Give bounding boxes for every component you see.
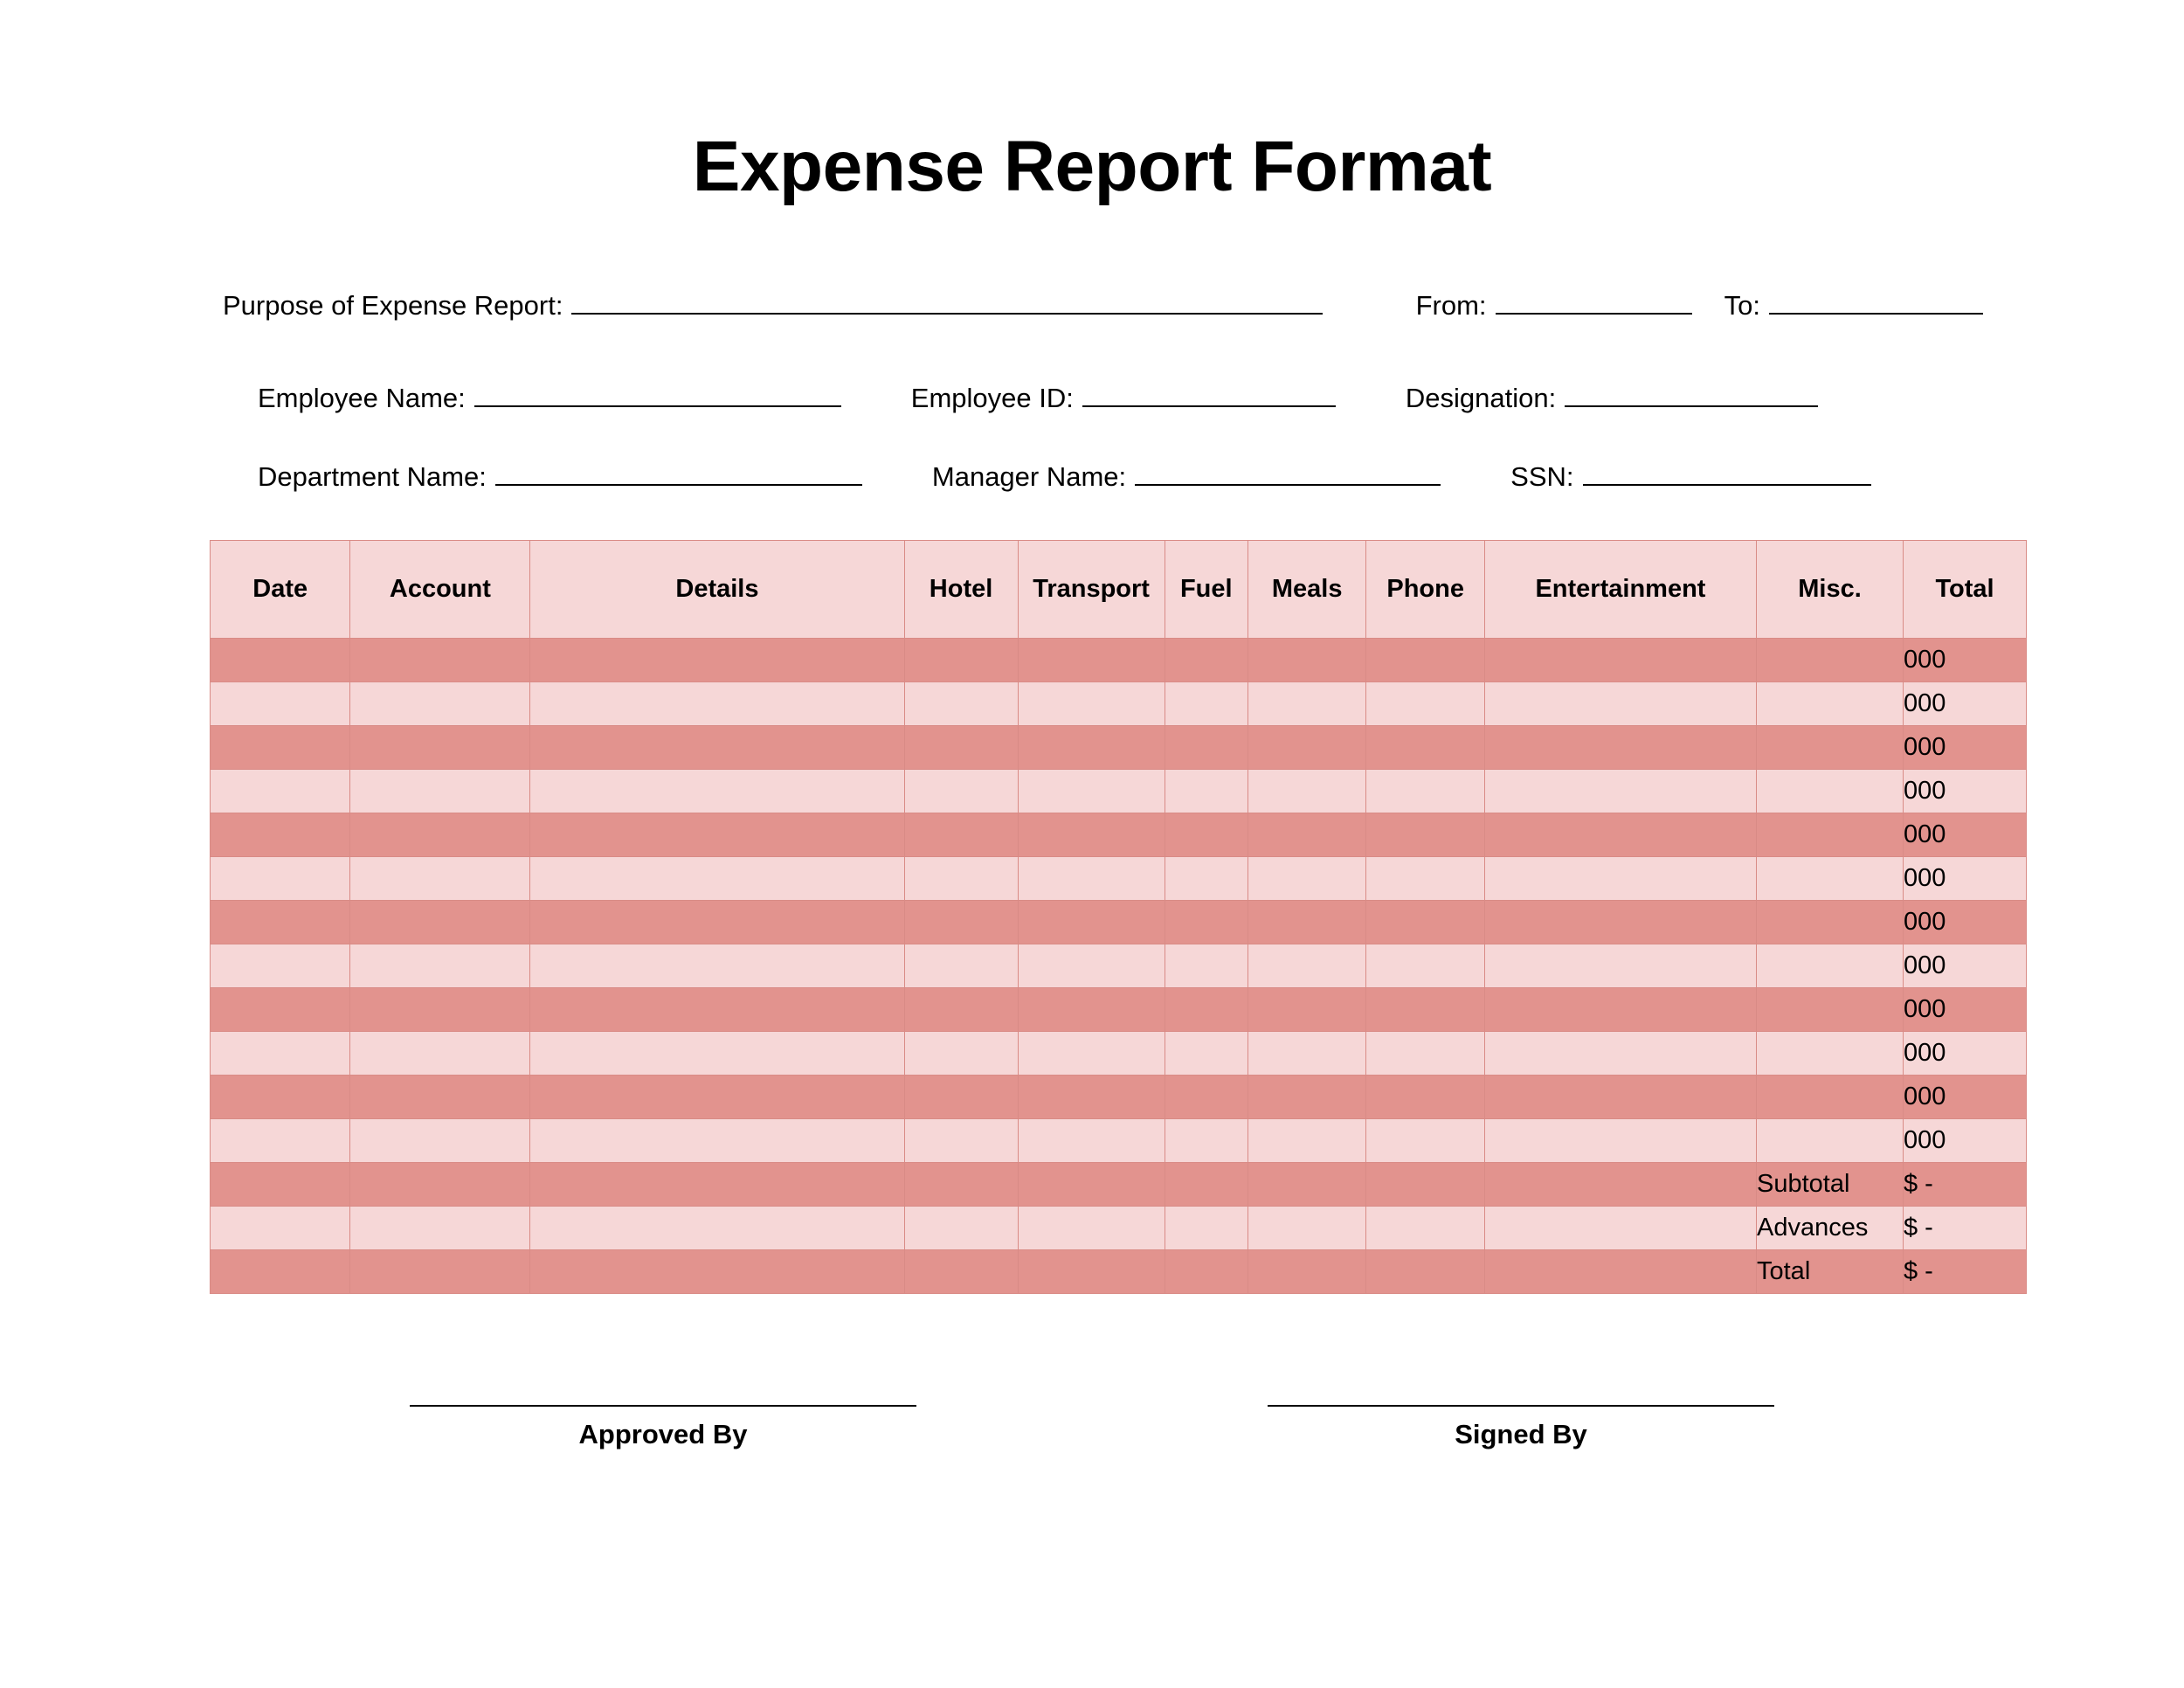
cell-entertainment[interactable] xyxy=(1484,1119,1756,1163)
employee-name-label: Employee Name: xyxy=(258,383,466,413)
cell-empty xyxy=(350,1207,530,1250)
cell-details[interactable] xyxy=(530,988,904,1032)
cell-entertainment[interactable] xyxy=(1484,770,1756,813)
cell-meals[interactable] xyxy=(1248,726,1365,770)
expense-table xyxy=(210,540,2027,1294)
cell-empty xyxy=(530,1207,904,1250)
cell-details[interactable] xyxy=(530,682,904,726)
cell-total[interactable]: 000 xyxy=(1904,944,2027,988)
cell-details[interactable] xyxy=(530,901,904,944)
cell-misc[interactable] xyxy=(1757,1119,1904,1163)
cell-date[interactable] xyxy=(211,857,350,901)
summary-row-advances xyxy=(211,1207,2027,1250)
cell-empty xyxy=(350,1250,530,1294)
approved-by-line[interactable] xyxy=(410,1405,916,1407)
cell-phone[interactable] xyxy=(1366,682,1484,726)
designation-label: Designation: xyxy=(1405,383,1557,413)
cell-phone[interactable] xyxy=(1366,944,1484,988)
cell-misc[interactable] xyxy=(1757,726,1904,770)
cell-entertainment[interactable] xyxy=(1484,726,1756,770)
cell-hotel[interactable] xyxy=(904,770,1018,813)
table-row[interactable] xyxy=(211,682,2027,726)
cell-transport[interactable] xyxy=(1018,639,1165,682)
cell-details[interactable] xyxy=(530,944,904,988)
cell-fuel[interactable] xyxy=(1165,770,1248,813)
cell-empty xyxy=(1018,1163,1165,1207)
cell-hotel[interactable] xyxy=(904,682,1018,726)
cell-account[interactable] xyxy=(350,1076,530,1119)
approved-by-block xyxy=(410,1405,916,1450)
table-row[interactable] xyxy=(211,944,2027,988)
designation-input[interactable] xyxy=(1565,383,1818,407)
table-row[interactable] xyxy=(211,813,2027,857)
cell-meals[interactable] xyxy=(1248,988,1365,1032)
cell-meals[interactable] xyxy=(1248,1119,1365,1163)
cell-fuel[interactable] xyxy=(1165,1032,1248,1076)
cell-details[interactable] xyxy=(530,813,904,857)
cell-empty xyxy=(530,1250,904,1294)
cell-transport[interactable] xyxy=(1018,726,1165,770)
cell-empty xyxy=(1366,1250,1484,1294)
from-label: From: xyxy=(1415,290,1487,321)
cell-account[interactable] xyxy=(350,988,530,1032)
signed-by-block xyxy=(1268,1405,1774,1450)
summary-value-total: $ - xyxy=(1904,1250,2027,1294)
summary-row-subtotal xyxy=(211,1163,2027,1207)
cell-date[interactable] xyxy=(211,1119,350,1163)
column-header-transport: Transport xyxy=(1018,541,1165,639)
cell-empty xyxy=(1366,1163,1484,1207)
cell-fuel[interactable] xyxy=(1165,682,1248,726)
signed-by-label: Signed By xyxy=(1455,1419,1587,1449)
purpose-input[interactable] xyxy=(571,290,1323,315)
column-header-details: Details xyxy=(530,541,904,639)
employee-name-field xyxy=(258,383,841,414)
cell-date[interactable] xyxy=(211,944,350,988)
cell-details[interactable] xyxy=(530,770,904,813)
cell-account[interactable] xyxy=(350,944,530,988)
cell-total[interactable]: 000 xyxy=(1904,988,2027,1032)
cell-fuel[interactable] xyxy=(1165,988,1248,1032)
cell-misc[interactable] xyxy=(1757,901,1904,944)
column-header-entertainment: Entertainment xyxy=(1484,541,1756,639)
cell-empty xyxy=(1248,1163,1365,1207)
cell-misc[interactable] xyxy=(1757,1076,1904,1119)
cell-meals[interactable] xyxy=(1248,1076,1365,1119)
cell-account[interactable] xyxy=(350,1119,530,1163)
purpose-field xyxy=(223,290,1323,322)
cell-date[interactable] xyxy=(211,988,350,1032)
cell-transport[interactable] xyxy=(1018,770,1165,813)
cell-empty xyxy=(211,1250,350,1294)
cell-empty xyxy=(904,1163,1018,1207)
cell-account[interactable] xyxy=(350,857,530,901)
column-header-account: Account xyxy=(350,541,530,639)
cell-meals[interactable] xyxy=(1248,682,1365,726)
cell-date[interactable] xyxy=(211,639,350,682)
table-row[interactable] xyxy=(211,639,2027,682)
approved-by-label: Approved By xyxy=(578,1419,748,1449)
cell-empty xyxy=(1248,1207,1365,1250)
cell-account[interactable] xyxy=(350,726,530,770)
form-row-department xyxy=(214,461,1983,493)
cell-details[interactable] xyxy=(530,1032,904,1076)
cell-phone[interactable] xyxy=(1366,1032,1484,1076)
signature-section xyxy=(0,1405,2184,1450)
cell-transport[interactable] xyxy=(1018,813,1165,857)
cell-account[interactable] xyxy=(350,639,530,682)
cell-hotel[interactable] xyxy=(904,944,1018,988)
cell-entertainment[interactable] xyxy=(1484,813,1756,857)
cell-details[interactable] xyxy=(530,639,904,682)
from-field xyxy=(1416,290,1692,322)
expense-table-wrapper xyxy=(210,540,2027,1294)
cell-meals[interactable] xyxy=(1248,770,1365,813)
cell-entertainment[interactable] xyxy=(1484,682,1756,726)
cell-details[interactable] xyxy=(530,1119,904,1163)
cell-transport[interactable] xyxy=(1018,988,1165,1032)
cell-entertainment[interactable] xyxy=(1484,944,1756,988)
summary-label-subtotal: Subtotal xyxy=(1757,1163,1904,1207)
cell-empty xyxy=(211,1207,350,1250)
ssn-label: SSN: xyxy=(1510,461,1574,492)
cell-entertainment[interactable] xyxy=(1484,1032,1756,1076)
cell-empty xyxy=(1165,1163,1248,1207)
from-input[interactable] xyxy=(1496,290,1692,315)
cell-meals[interactable] xyxy=(1248,813,1365,857)
cell-date[interactable] xyxy=(211,770,350,813)
cell-empty xyxy=(1484,1163,1756,1207)
cell-fuel[interactable] xyxy=(1165,1076,1248,1119)
column-header-meals: Meals xyxy=(1248,541,1365,639)
cell-total[interactable]: 000 xyxy=(1904,639,2027,682)
cell-transport[interactable] xyxy=(1018,1119,1165,1163)
cell-account[interactable] xyxy=(350,901,530,944)
employee-name-input[interactable] xyxy=(474,383,841,407)
designation-field xyxy=(1406,383,1818,414)
cell-phone[interactable] xyxy=(1366,813,1484,857)
cell-empty xyxy=(1366,1207,1484,1250)
manager-name-input[interactable] xyxy=(1135,461,1441,486)
summary-value-subtotal: $ - xyxy=(1904,1163,2027,1207)
column-header-phone: Phone xyxy=(1366,541,1484,639)
cell-hotel[interactable] xyxy=(904,726,1018,770)
cell-empty xyxy=(904,1207,1018,1250)
cell-fuel[interactable] xyxy=(1165,813,1248,857)
table-header-row xyxy=(211,541,2027,639)
cell-fuel[interactable] xyxy=(1165,857,1248,901)
cell-total[interactable]: 000 xyxy=(1904,813,2027,857)
cell-hotel[interactable] xyxy=(904,857,1018,901)
cell-phone[interactable] xyxy=(1366,639,1484,682)
cell-fuel[interactable] xyxy=(1165,901,1248,944)
cell-account[interactable] xyxy=(350,1032,530,1076)
cell-entertainment[interactable] xyxy=(1484,1076,1756,1119)
cell-empty xyxy=(211,1163,350,1207)
cell-total[interactable]: 000 xyxy=(1904,682,2027,726)
table-row[interactable] xyxy=(211,901,2027,944)
table-row[interactable] xyxy=(211,770,2027,813)
to-input[interactable] xyxy=(1769,290,1983,315)
employee-id-label: Employee ID: xyxy=(910,383,1074,413)
form-fields xyxy=(0,290,2184,493)
ssn-field xyxy=(1510,461,1870,493)
cell-total[interactable]: 000 xyxy=(1904,857,2027,901)
cell-entertainment[interactable] xyxy=(1484,639,1756,682)
table-body xyxy=(211,639,2027,1294)
cell-total[interactable]: 000 xyxy=(1904,770,2027,813)
column-header-total: Total xyxy=(1904,541,2027,639)
cell-meals[interactable] xyxy=(1248,1032,1365,1076)
cell-empty xyxy=(530,1163,904,1207)
cell-misc[interactable] xyxy=(1757,1032,1904,1076)
cell-meals[interactable] xyxy=(1248,639,1365,682)
column-header-date: Date xyxy=(211,541,350,639)
cell-empty xyxy=(1018,1250,1165,1294)
table-row[interactable] xyxy=(211,988,2027,1032)
cell-transport[interactable] xyxy=(1018,682,1165,726)
cell-details[interactable] xyxy=(530,857,904,901)
manager-name-label: Manager Name: xyxy=(931,461,1127,492)
cell-meals[interactable] xyxy=(1248,901,1365,944)
cell-total[interactable]: 000 xyxy=(1904,1076,2027,1119)
cell-hotel[interactable] xyxy=(904,639,1018,682)
cell-hotel[interactable] xyxy=(904,1119,1018,1163)
employee-id-input[interactable] xyxy=(1082,383,1336,407)
form-row-employee xyxy=(214,383,1983,414)
cell-total[interactable]: 000 xyxy=(1904,1032,2027,1076)
table-row[interactable] xyxy=(211,1119,2027,1163)
cell-empty xyxy=(1165,1207,1248,1250)
cell-empty xyxy=(1018,1207,1165,1250)
cell-misc[interactable] xyxy=(1757,682,1904,726)
form-row-purpose xyxy=(214,290,1983,322)
cell-phone[interactable] xyxy=(1366,901,1484,944)
cell-empty xyxy=(1248,1250,1365,1294)
summary-label-total: Total xyxy=(1757,1250,1904,1294)
cell-total[interactable]: 000 xyxy=(1904,1119,2027,1163)
to-label: To: xyxy=(1724,290,1760,321)
cell-details[interactable] xyxy=(530,1076,904,1119)
purpose-label: Purpose of Expense Report: xyxy=(223,290,563,321)
cell-entertainment[interactable] xyxy=(1484,857,1756,901)
cell-date[interactable] xyxy=(211,682,350,726)
table-row[interactable] xyxy=(211,726,2027,770)
cell-fuel[interactable] xyxy=(1165,1119,1248,1163)
cell-transport[interactable] xyxy=(1018,944,1165,988)
summary-label-advances: Advances xyxy=(1757,1207,1904,1250)
cell-account[interactable] xyxy=(350,813,530,857)
signed-by-line[interactable] xyxy=(1268,1405,1774,1407)
table-row[interactable] xyxy=(211,1076,2027,1119)
department-name-field xyxy=(258,461,862,493)
cell-hotel[interactable] xyxy=(904,901,1018,944)
table-header xyxy=(211,541,2027,639)
cell-empty xyxy=(1165,1250,1248,1294)
cell-date[interactable] xyxy=(211,901,350,944)
cell-phone[interactable] xyxy=(1366,726,1484,770)
cell-date[interactable] xyxy=(211,726,350,770)
department-name-label: Department Name: xyxy=(258,461,487,492)
summary-row-total xyxy=(211,1250,2027,1294)
cell-phone[interactable] xyxy=(1366,1076,1484,1119)
summary-value-advances: $ - xyxy=(1904,1207,2027,1250)
cell-total[interactable]: 000 xyxy=(1904,901,2027,944)
cell-date[interactable] xyxy=(211,1032,350,1076)
manager-name-field xyxy=(932,461,1441,493)
ssn-input[interactable] xyxy=(1583,461,1871,486)
cell-misc[interactable] xyxy=(1757,770,1904,813)
cell-entertainment[interactable] xyxy=(1484,988,1756,1032)
table-row[interactable] xyxy=(211,857,2027,901)
cell-phone[interactable] xyxy=(1366,988,1484,1032)
cell-date[interactable] xyxy=(211,813,350,857)
cell-date[interactable] xyxy=(211,1076,350,1119)
department-name-input[interactable] xyxy=(495,461,862,486)
cell-misc[interactable] xyxy=(1757,813,1904,857)
table-row[interactable] xyxy=(211,1032,2027,1076)
cell-empty xyxy=(1484,1207,1756,1250)
employee-id-field xyxy=(911,383,1336,414)
cell-empty xyxy=(1484,1250,1756,1294)
cell-meals[interactable] xyxy=(1248,857,1365,901)
column-header-fuel: Fuel xyxy=(1165,541,1248,639)
cell-account[interactable] xyxy=(350,770,530,813)
cell-hotel[interactable] xyxy=(904,1076,1018,1119)
cell-meals[interactable] xyxy=(1248,944,1365,988)
cell-empty xyxy=(904,1250,1018,1294)
cell-misc[interactable] xyxy=(1757,857,1904,901)
cell-fuel[interactable] xyxy=(1165,944,1248,988)
page-title: Expense Report Format xyxy=(692,127,1492,206)
cell-transport[interactable] xyxy=(1018,901,1165,944)
cell-phone[interactable] xyxy=(1366,1119,1484,1163)
cell-empty xyxy=(350,1163,530,1207)
cell-details[interactable] xyxy=(530,726,904,770)
cell-fuel[interactable] xyxy=(1165,726,1248,770)
cell-entertainment[interactable] xyxy=(1484,901,1756,944)
cell-misc[interactable] xyxy=(1757,639,1904,682)
cell-misc[interactable] xyxy=(1757,988,1904,1032)
cell-hotel[interactable] xyxy=(904,1032,1018,1076)
to-field xyxy=(1724,290,1983,322)
cell-phone[interactable] xyxy=(1366,770,1484,813)
cell-account[interactable] xyxy=(350,682,530,726)
cell-fuel[interactable] xyxy=(1165,639,1248,682)
column-header-hotel: Hotel xyxy=(904,541,1018,639)
cell-hotel[interactable] xyxy=(904,988,1018,1032)
cell-transport[interactable] xyxy=(1018,1076,1165,1119)
cell-transport[interactable] xyxy=(1018,1032,1165,1076)
cell-transport[interactable] xyxy=(1018,857,1165,901)
cell-phone[interactable] xyxy=(1366,857,1484,901)
cell-total[interactable]: 000 xyxy=(1904,726,2027,770)
cell-misc[interactable] xyxy=(1757,944,1904,988)
cell-hotel[interactable] xyxy=(904,813,1018,857)
column-header-misc: Misc. xyxy=(1757,541,1904,639)
